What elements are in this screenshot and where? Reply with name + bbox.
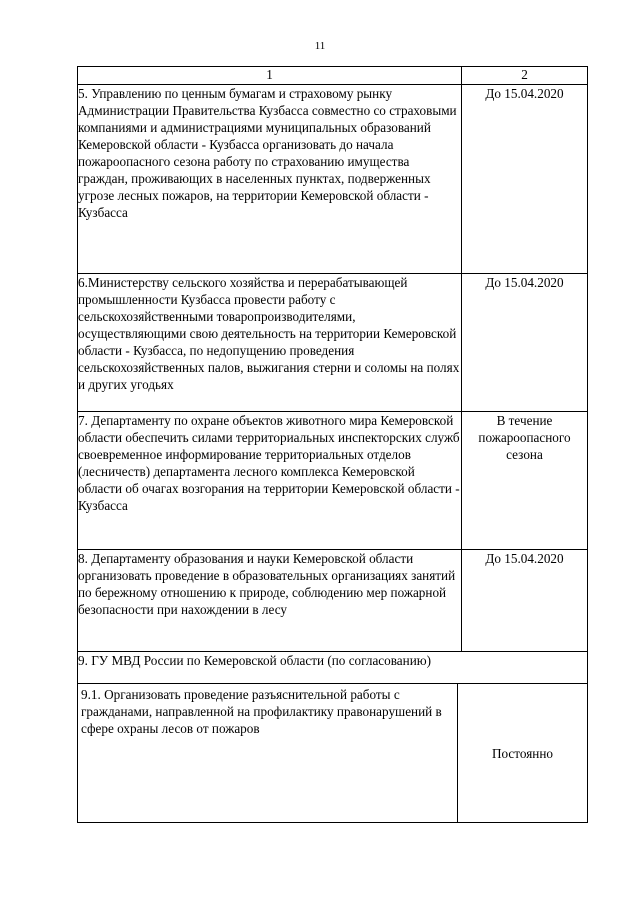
- term-cell-8: До 15.04.2020: [462, 550, 588, 652]
- task-cell-8: 8. Департаменту образования и науки Кемеровской области организовать проведение в образовательных организациях занятий по бережному отношению к природе, соблюдению мер пожарной безопасности при нахождении в лесу: [78, 550, 462, 652]
- task-cell-7: 7. Департаменту по охране объектов животного мира Кемеровской области обеспечить силами территориальных инспекторских служб своевременное информирование территориальных отделов (лесничеств) департамента лесного комплекса Кемеровской области об очагах возгорания на территории Кемеровской области - Кузбасса: [78, 412, 462, 550]
- table-row: [78, 412, 588, 550]
- term-cell-6: До 15.04.2020: [462, 274, 588, 412]
- term-text-7: В течение пожароопасного сезона: [478, 413, 571, 462]
- task-cell-5: 5. Управлению по ценным бумагам и страховому рынку Администрации Правительства Кузбасса совместно со страховыми компаниями и администрациями муниципальных образований Кемеровской области - Кузбасса организовать до начала пожароопасного сезона работу по страхованию имущества граждан, проживающих в населенных пунктах, подверженных угрозе лесных пожаров, на территории Кемеровской области - Кузбасса: [78, 85, 462, 274]
- term-cell-9-1: Постоянно: [491, 745, 553, 761]
- column-header-1: 1: [78, 67, 462, 85]
- term-cell-5: До 15.04.2020: [462, 85, 588, 274]
- measures-table: [77, 66, 588, 823]
- task-cell-6: 6.Министерству сельского хозяйства и перерабатывающей промышленности Кузбасса провести работу с сельскохозяйственными товаропроизводителями, осуществляющими свою деятельность на территории Кемеровской области - Кузбасса, по недопущению проведения сельскохозяйственных палов, выжигания стерни и соломы на полях и других угодьях: [78, 274, 462, 412]
- term-cell-7: [462, 412, 588, 550]
- table-row: [78, 85, 588, 274]
- subrow-cell-9-1: [78, 684, 588, 823]
- task-cell-9-1: 9.1. Организовать проведение разъяснительной работы с гражданами, направленной на профилактику правонарушений в сфере охраны лесов от пожаров: [78, 684, 458, 822]
- section-row: [78, 652, 588, 684]
- table-row: [78, 550, 588, 652]
- table-row: [78, 274, 588, 412]
- table-row: [78, 684, 588, 823]
- section-cell-9: 9. ГУ МВД России по Кемеровской области (по согласованию): [78, 652, 588, 684]
- table-header-row: [78, 67, 588, 85]
- column-header-2: 2: [462, 67, 588, 85]
- page-number: 11: [314, 40, 326, 52]
